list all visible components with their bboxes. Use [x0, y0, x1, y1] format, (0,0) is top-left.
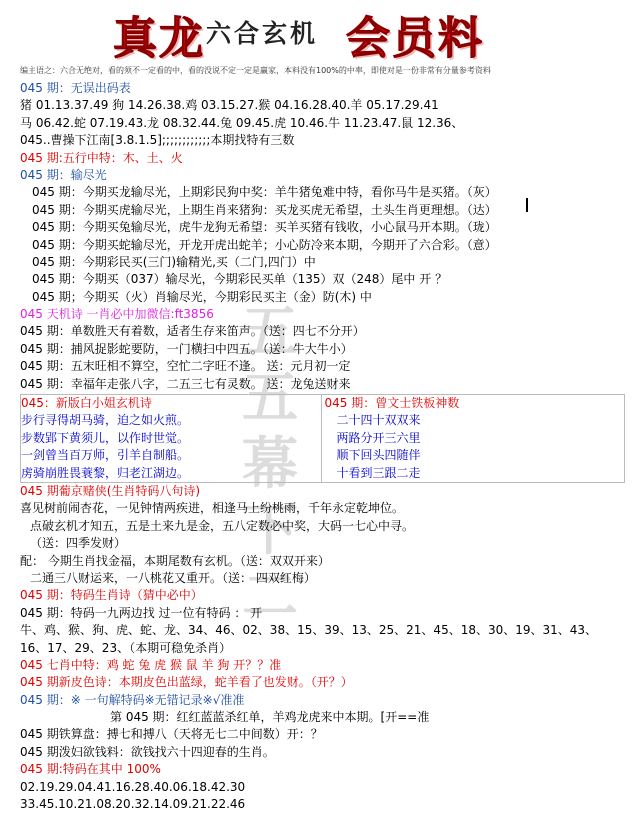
text-line: 猪 01.13.37.49 狗 14.26.38.鸡 03.15.27.猴 04.16.28.40.羊 05.17.29.41: [20, 98, 439, 113]
text-line: 045 期：今期买兔输尽光，虎牛龙狗无希望：买羊买猪有钱收，小心鼠马开本期。（珑）: [32, 220, 497, 235]
text-line: 045 期：输尽光: [20, 167, 107, 182]
banner-title-2: 六合玄机: [206, 19, 319, 48]
text-line: 045 期：今期彩民买(三门)输精光,买（二门,四门）中: [32, 254, 316, 269]
text-line: 33.45.10.21.08.20.32.14.09.21.22.46: [20, 797, 246, 812]
poem-line: 两路分开三六里: [336, 430, 421, 445]
poem-box: [20, 394, 625, 483]
text-line: 马 06.42.蛇 07.19.43.龙 08.32.44.兔 09.45.虎 10.46.牛 11.23.47.鼠 12.36、: [20, 115, 464, 130]
text-line: 045 期：捕风捉影蛇要防，一门横扫中四五。（送：牛大牛小）: [20, 341, 353, 356]
poem-line: 步行寻得胡马骑，迫之如火煎。: [21, 413, 190, 428]
text-line: 045 期:五行中特：木、土、火: [20, 150, 183, 165]
text-line: 02.19.29.04.41.16.28.40.06.18.42.30: [20, 779, 246, 794]
text-line: 045 期：特码生肖诗（猜中必中）: [20, 588, 203, 603]
text-line: 配： 今期生肖找金福，本期尾数有玄机。（送：双双开来）: [20, 553, 330, 568]
disclaimer: 编主语之：六合无绝对，看的须不一定看的中，看的没说不定一定是赢家，本料没有100%的中率，即使对是一份非常有分量参考资料: [20, 66, 491, 75]
text-line: 045 七肖中特：鸡 蛇 兔 虎 猴 鼠 羊 狗 开？？准: [20, 657, 282, 672]
header-banner: [0, 0, 634, 62]
text-line: 牛、鸡、猴、狗、虎、蛇、龙、34、46、02、38、15、39、13、25、21、45、18、30、19、31、43、: [20, 623, 598, 638]
text-line: 045 期铁算盘：搏七和搏八（天将无七二中间数）开：？: [20, 727, 323, 742]
banner-title-3: 会员料: [346, 13, 484, 64]
text-line: 045 期泼妇欲钱料：欲钱找六十四迎春的生肖。: [20, 744, 275, 759]
poem-line: 二十四十双双来: [336, 413, 421, 428]
text-line: （送：四季发财）: [30, 536, 127, 551]
poem-right-title: 045 期：曾文士铁板神数: [324, 396, 460, 411]
poem-line: 顺下回头四随伴: [336, 448, 421, 463]
text-line: 16、17、29、23、（本期可稳免杀肖）: [20, 640, 232, 655]
text-line: 045 期葡京赌侠(生肖特码八句诗): [20, 483, 201, 498]
text-line: 045 期：单数胜天有着数，适者生存来笛声。（送：四七不分开）: [20, 324, 365, 339]
banner-title-1: 真龙: [113, 13, 205, 64]
poem-line: 虏骑崩胜畏蓑黎，归老江湖边。: [21, 465, 190, 480]
poem-left-title: 045：新版白小姐玄机诗: [21, 396, 152, 411]
text-line: 045 期：特码一九两边找 过一位有特码 ： 开: [20, 605, 263, 620]
text-line: 第 045 期：红红蓝蓝杀红单，羊鸡龙虎来中本期。[开==准: [110, 710, 430, 725]
document-body: [20, 80, 625, 813]
watermark: 五 五 幕 下 二: [242, 300, 298, 629]
text-line: 045 天机诗 一肖必中加微信:ft3856: [20, 307, 214, 322]
poem-line: 步数郢下黄须儿，以作时世觉。: [21, 430, 190, 445]
text-line: 045 期：今期买蛇输尽光，开龙开虎出蛇羊；小心防冷来本期，今期开了六合彩。（意）: [32, 237, 497, 252]
text-line: 喜见树前闹杏花，一见钟情两疾进，相逢马上纷桃雨，千年永定乾坤位。: [20, 501, 405, 516]
text-line: 045 期：今期买龙输尽光，上期彩民狗中奖：羊牛猪兔难中特，看你马牛是买猪。（灰）: [32, 185, 497, 200]
text-line: 045 期：无误出码表: [20, 81, 131, 95]
text-line: 045 期：幸福年走张八字，二五三七有灵数。 送：龙兔送财来: [20, 376, 351, 391]
text-line: 045..曹操下江南[3.8.1.5];;;;;;;;;;;;本期找特有三数: [20, 133, 295, 148]
text-line: 045 期：今期买虎输尽光，上期生肖来猪狗：买龙买虎无希望，土头生肖更理想。（达）: [32, 202, 497, 217]
text-line: 045 期；今期买（火）肖输尽光，今期彩民买主（金）防(木) 中: [32, 289, 372, 304]
poem-left: [21, 395, 321, 482]
text-line: 045 期：今期买（037）输尽光，今期彩民买单（135）双（248）尾中 开 ？: [32, 272, 448, 287]
text-line: 045 期:特码在其中 100%: [20, 762, 161, 777]
text-line: 045 期：※ 一句解特码※无错记录※√准准: [20, 692, 245, 707]
text-line: 045 期：五末旺相不算空，空忙二字旺不逢。 送：元月初一定: [20, 359, 351, 374]
poem-right: [321, 395, 625, 482]
poem-line: 一剑曾当百万师，引羊自制船。: [21, 448, 190, 463]
poem-line: 十看到三跟二走: [336, 465, 421, 480]
text-line: 点破玄机才知五，五是土来九是金，五八定数必中奖，大码一七心中寻。: [30, 518, 415, 533]
text-cursor: [526, 198, 528, 212]
text-line: 045 期新皮色诗：本期皮色出蓝绿，蛇羊看了也发财。（开？）: [20, 675, 353, 690]
text-line: 二通三八财运来，一八桃花又重开。（送： 四双红梅）: [30, 570, 316, 585]
